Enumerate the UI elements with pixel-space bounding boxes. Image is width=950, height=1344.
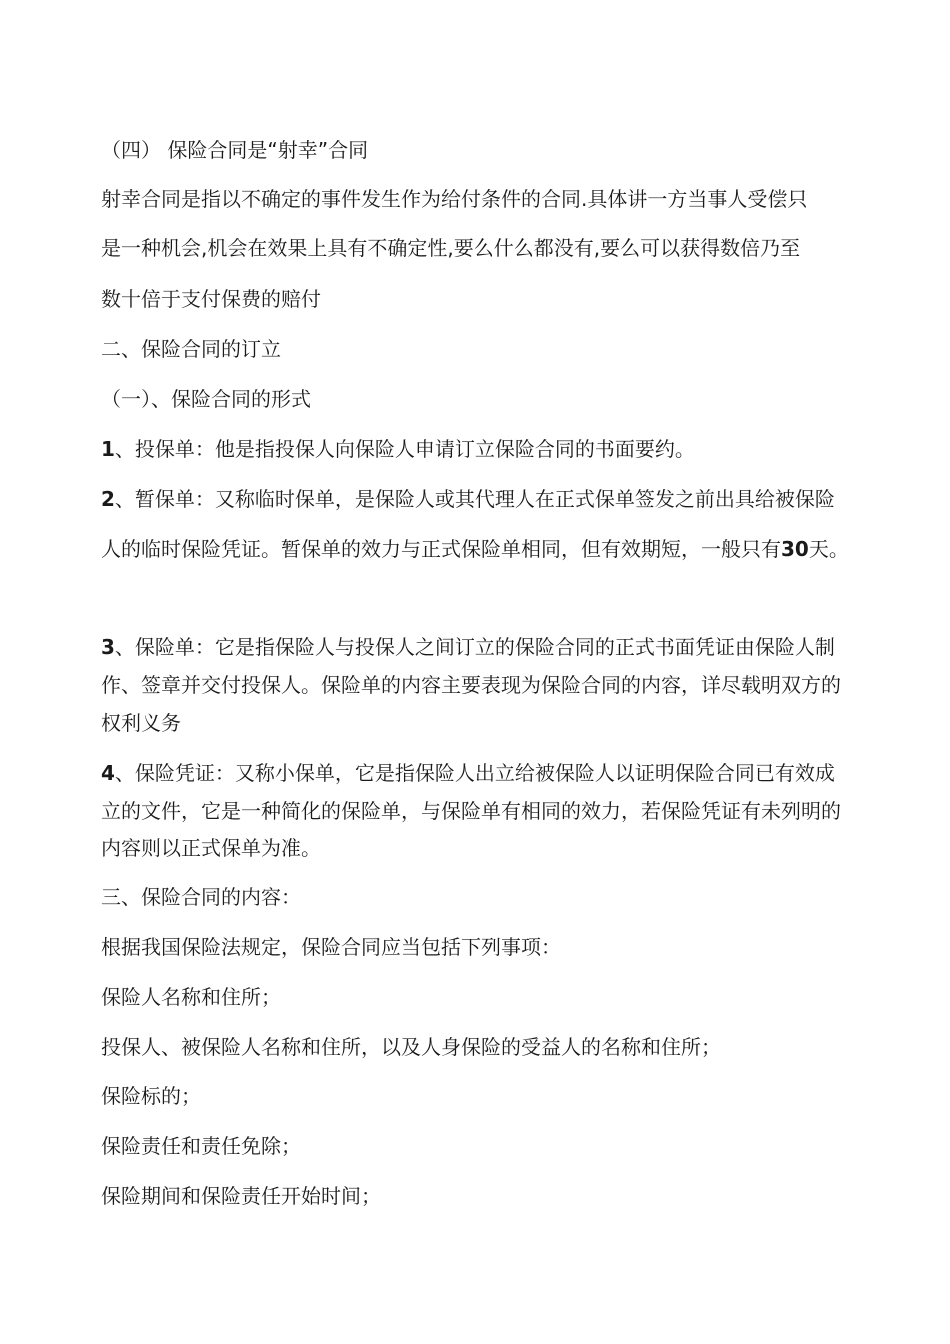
heading-subsection-1: （一）、保险合同的形式 xyxy=(101,387,311,411)
list-item-certificate-line2: 立的文件，它是一种简化的保险单，与保险单有相同的效力，若保险凭证有未列明的 xyxy=(101,799,841,823)
list-item-policy-line1 xyxy=(101,633,835,661)
paragraph-aleatory-line3: 数十倍于支付保费的赔付 xyxy=(101,287,321,311)
clause-period-start: 保险期间和保险责任开始时间； xyxy=(101,1184,381,1208)
item-number: 4 xyxy=(101,761,115,785)
item-text: 人的临时保险凭证。暂保单的效力与正式保险单相同，但有效期短，一般只有 xyxy=(101,537,781,561)
paragraph-aleatory-line1: 射幸合同是指以不确定的事件发生作为给付条件的合同.具体讲一方当事人受偿只 xyxy=(101,187,808,211)
item-text: 、暂保单：又称临时保单，是保险人或其代理人在正式保单签发之前出具给被保险 xyxy=(114,487,835,511)
clause-subject-matter: 保险标的； xyxy=(101,1084,201,1108)
list-item-certificate-line3: 内容则以正式保单为准。 xyxy=(101,836,321,860)
heading-section4: （四） 保险合同是“射幸”合同 xyxy=(101,138,369,162)
list-item-policy-line2: 作、签章并交付投保人。保险单的内容主要表现为保险合同的内容，详尽载明双方的 xyxy=(101,673,841,697)
item-text: 、保险凭证：又称小保单，它是指保险人出立给被保险人以证明保险合同已有效成 xyxy=(114,761,835,785)
item-text: 、投保单：他是指投保人向保险人申请订立保险合同的书面要约。 xyxy=(114,437,695,461)
item-number: 2 xyxy=(101,487,115,511)
list-item-application-form xyxy=(101,435,695,463)
paragraph-law-intro: 根据我国保险法规定，保险合同应当包括下列事项： xyxy=(101,935,561,959)
list-item-certificate-line1 xyxy=(101,759,835,787)
list-item-policy-line3: 权利义务 xyxy=(101,711,181,735)
paragraph-aleatory-line2: 是一种机会,机会在效果上具有不确定性,要么什么都没有,要么可以获得数倍乃至 xyxy=(101,236,801,260)
days-number: 30 xyxy=(781,537,809,561)
item-number: 1 xyxy=(101,437,115,461)
clause-insurer-name: 保险人名称和住所； xyxy=(101,985,281,1009)
list-item-binder-line2 xyxy=(101,535,849,563)
item-text: 、保险单：它是指保险人与投保人之间订立的保险合同的正式书面凭证由保险人制 xyxy=(114,635,835,659)
item-number: 3 xyxy=(101,635,115,659)
clause-applicant-insured-name: 投保人、被保险人名称和住所，以及人身保险的受益人的名称和住所； xyxy=(101,1035,721,1059)
clause-liability-exclusions: 保险责任和责任免除； xyxy=(101,1134,301,1158)
item-text: 天。 xyxy=(808,537,849,561)
heading-section-2: 二、保险合同的订立 xyxy=(101,337,281,361)
list-item-binder-line1 xyxy=(101,485,835,513)
heading-section-3: 三、保险合同的内容： xyxy=(101,885,301,909)
